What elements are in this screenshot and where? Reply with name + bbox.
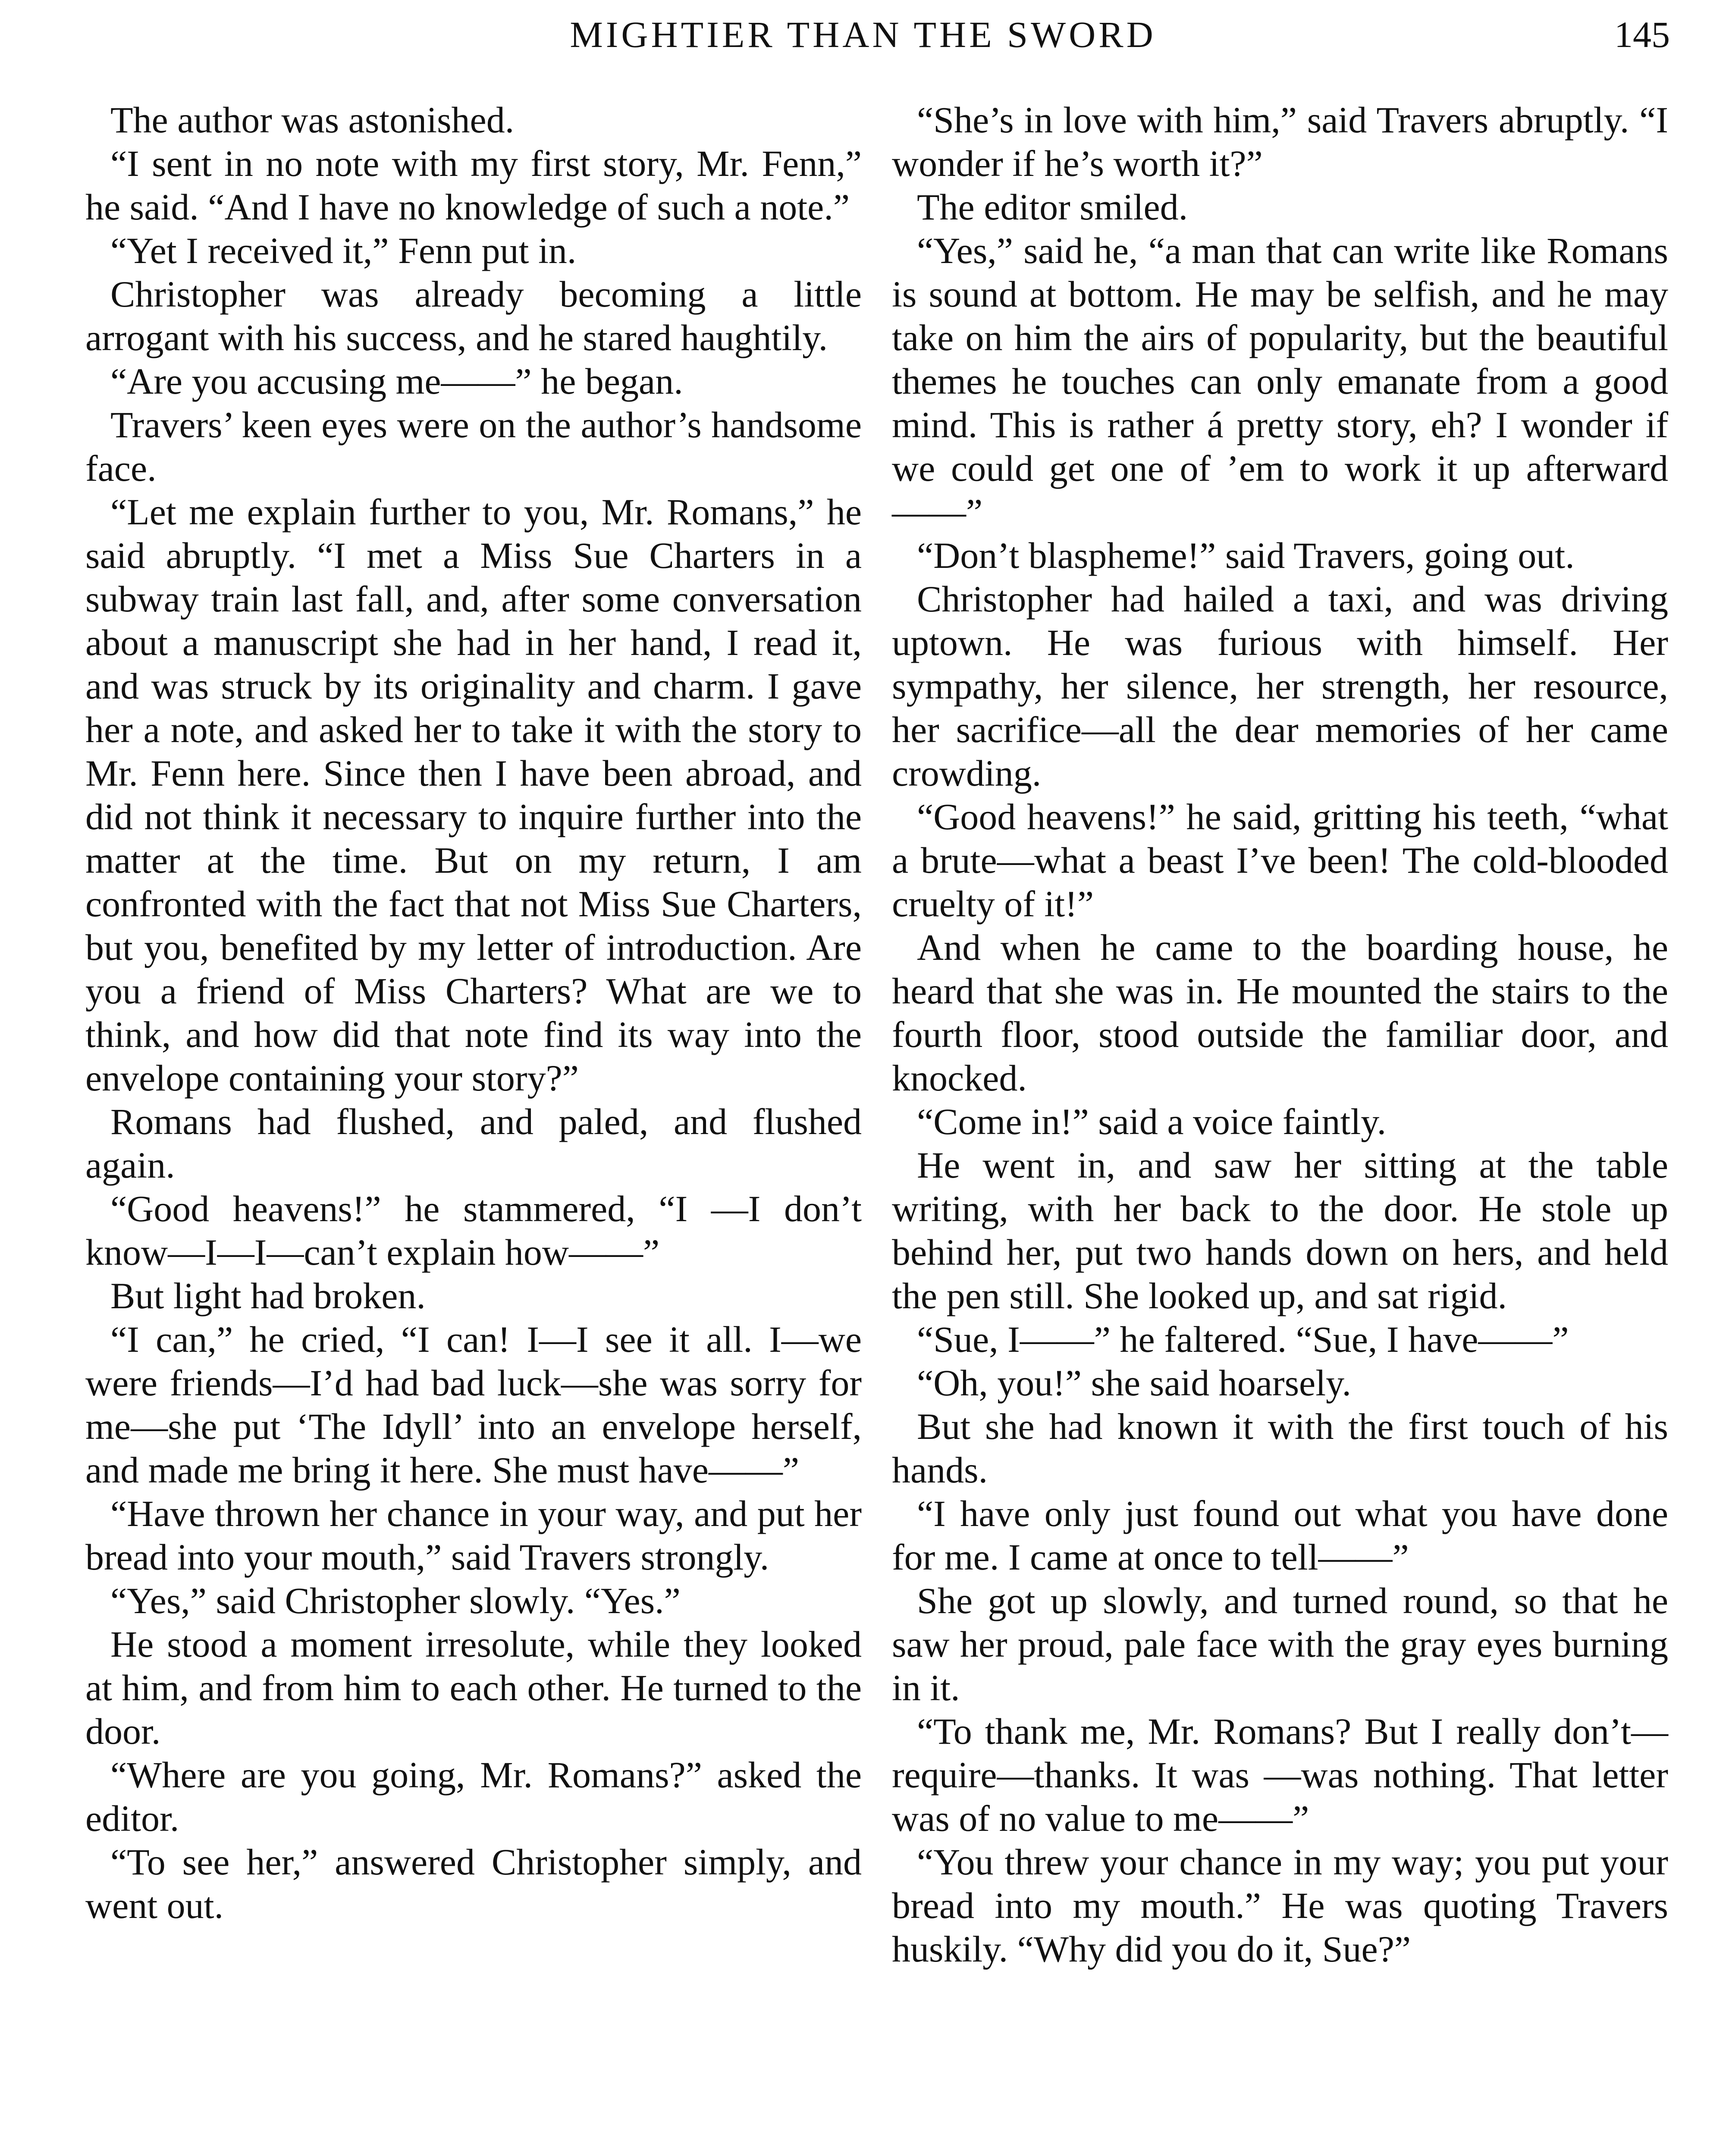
right-paragraph: “Sue, I——” he faltered. “Sue, I have——” — [917, 1319, 1569, 1360]
left-paragraph: “Where are you going, Mr. Romans?” asked the editor. — [85, 1754, 862, 1839]
left-paragraph: “Have thrown her chance in your way, and put her bread into your mouth,” said Travers strongly. — [85, 1493, 862, 1578]
running-title: MIGHTIER THAN THE SWORD — [570, 14, 1156, 55]
running-head — [52, 9, 1674, 73]
left-paragraph: “Let me explain further to you, Mr. Romans,” he said abruptly. “I met a Miss Sue Charters in a subway train last fall, and, after some conversation about a manuscript she had in her hand, I read it, and was struck by its originality and charm. I gave her a note, and asked her to take it with the story to Mr. Fenn here. Since then I have been abroad, and did not think it necessary to inquire further into the matter at the time. But on my return, I am confronted with the fact that not Miss Sue Charters, but you, benefited by my letter of introduction. Are you a friend of Miss Charters? What are we to think, and how did that note find its way into the envelope containing your story?” — [85, 491, 862, 1099]
left-paragraph: Christopher was already becoming a little arrogant with his success, and he stared haughtily. — [85, 273, 862, 358]
right-paragraph: But she had known it with the first touch of his hands. — [892, 1406, 1668, 1491]
right-paragraph: “Oh, you!” she said hoarsely. — [917, 1362, 1352, 1404]
right-column — [892, 98, 1668, 1971]
right-paragraph: And when he came to the boarding house, he heard that she was in. He mounted the stairs to the fourth floor, stood outside the familiar door, and knocked. — [892, 927, 1668, 1099]
right-paragraph: He went in, and saw her sitting at the table writing, with her back to the door. He stole up behind her, put two hands down on hers, and held the pen still. She looked up, and sat rigid. — [892, 1144, 1668, 1316]
right-paragraph: “I have only just found out what you have done for me. I came at once to tell——” — [892, 1493, 1668, 1578]
left-paragraph: “To see her,” answered Christopher simply, and went out. — [85, 1841, 862, 1926]
page-number: 145 — [1614, 14, 1670, 55]
right-paragraph: “To thank me, Mr. Romans? But I really don’t—require—thanks. It was —was nothing. That letter was of no value to me——” — [892, 1711, 1668, 1839]
left-paragraph: “Good heavens!” he stammered, “I —I don’t know—I—I—can’t explain how——” — [85, 1188, 862, 1273]
left-paragraph: But light had broken. — [110, 1275, 426, 1316]
right-paragraph: She got up slowly, and turned round, so that he saw her proud, pale face with the gray eyes burning in it. — [892, 1580, 1668, 1708]
left-paragraph: Romans had flushed, and paled, and flushed again. — [85, 1101, 862, 1186]
right-paragraph: “She’s in love with him,” said Travers abruptly. “I wonder if he’s worth it?” — [892, 99, 1668, 184]
left-paragraph: “Are you accusing me——” he began. — [110, 360, 683, 402]
left-paragraph: “Yes,” said Christopher slowly. “Yes.” — [110, 1580, 681, 1621]
right-paragraph: “Yes,” said he, “a man that can write like Romans is sound at bottom. He may be selfish, and he may take on him the airs of popularity, but the beautiful themes he touches can only emanate from a good mind. This is rather á pretty story, eh? I wonder if we could get one of ’em to work it up afterward——” — [892, 230, 1668, 533]
left-paragraph: The author was astonished. — [110, 99, 515, 141]
left-paragraph: He stood a moment irresolute, while they looked at him, and from him to each other. He turned to the door. — [85, 1623, 862, 1752]
left-paragraph: Travers’ keen eyes were on the author’s handsome face. — [85, 404, 862, 489]
right-paragraph: “Come in!” said a voice faintly. — [917, 1101, 1387, 1142]
left-paragraph: “Yet I received it,” Fenn put in. — [110, 230, 577, 271]
right-paragraph: “You threw your chance in my way; you put your bread into my mouth.” He was quoting Travers huskily. “Why did you do it, Sue?” — [892, 1841, 1668, 1970]
right-paragraph: “Don’t blaspheme!” said Travers, going out. — [917, 535, 1575, 576]
right-paragraph: “Good heavens!” he said, gritting his teeth, “what a brute—what a beast I’ve been! The cold-blooded cruelty of it!” — [892, 796, 1668, 924]
left-paragraph: “I sent in no note with my first story, Mr. Fenn,” he said. “And I have no knowledge of such a note.” — [85, 143, 862, 228]
right-paragraph: Christopher had hailed a taxi, and was driving uptown. He was furious with himself. Her sympathy, her silence, her strength, her resource, her sacrifice—all the dear memories of her came crowding. — [892, 578, 1668, 794]
right-paragraph: The editor smiled. — [917, 186, 1188, 228]
left-column — [85, 98, 862, 1927]
left-paragraph: “I can,” he cried, “I can! I—I see it all. I—we were friends—I’d had bad luck—she was sorry for me—she put ‘The Idyll’ into an envelope herself, and made me bring it here. She must have——” — [85, 1319, 862, 1491]
